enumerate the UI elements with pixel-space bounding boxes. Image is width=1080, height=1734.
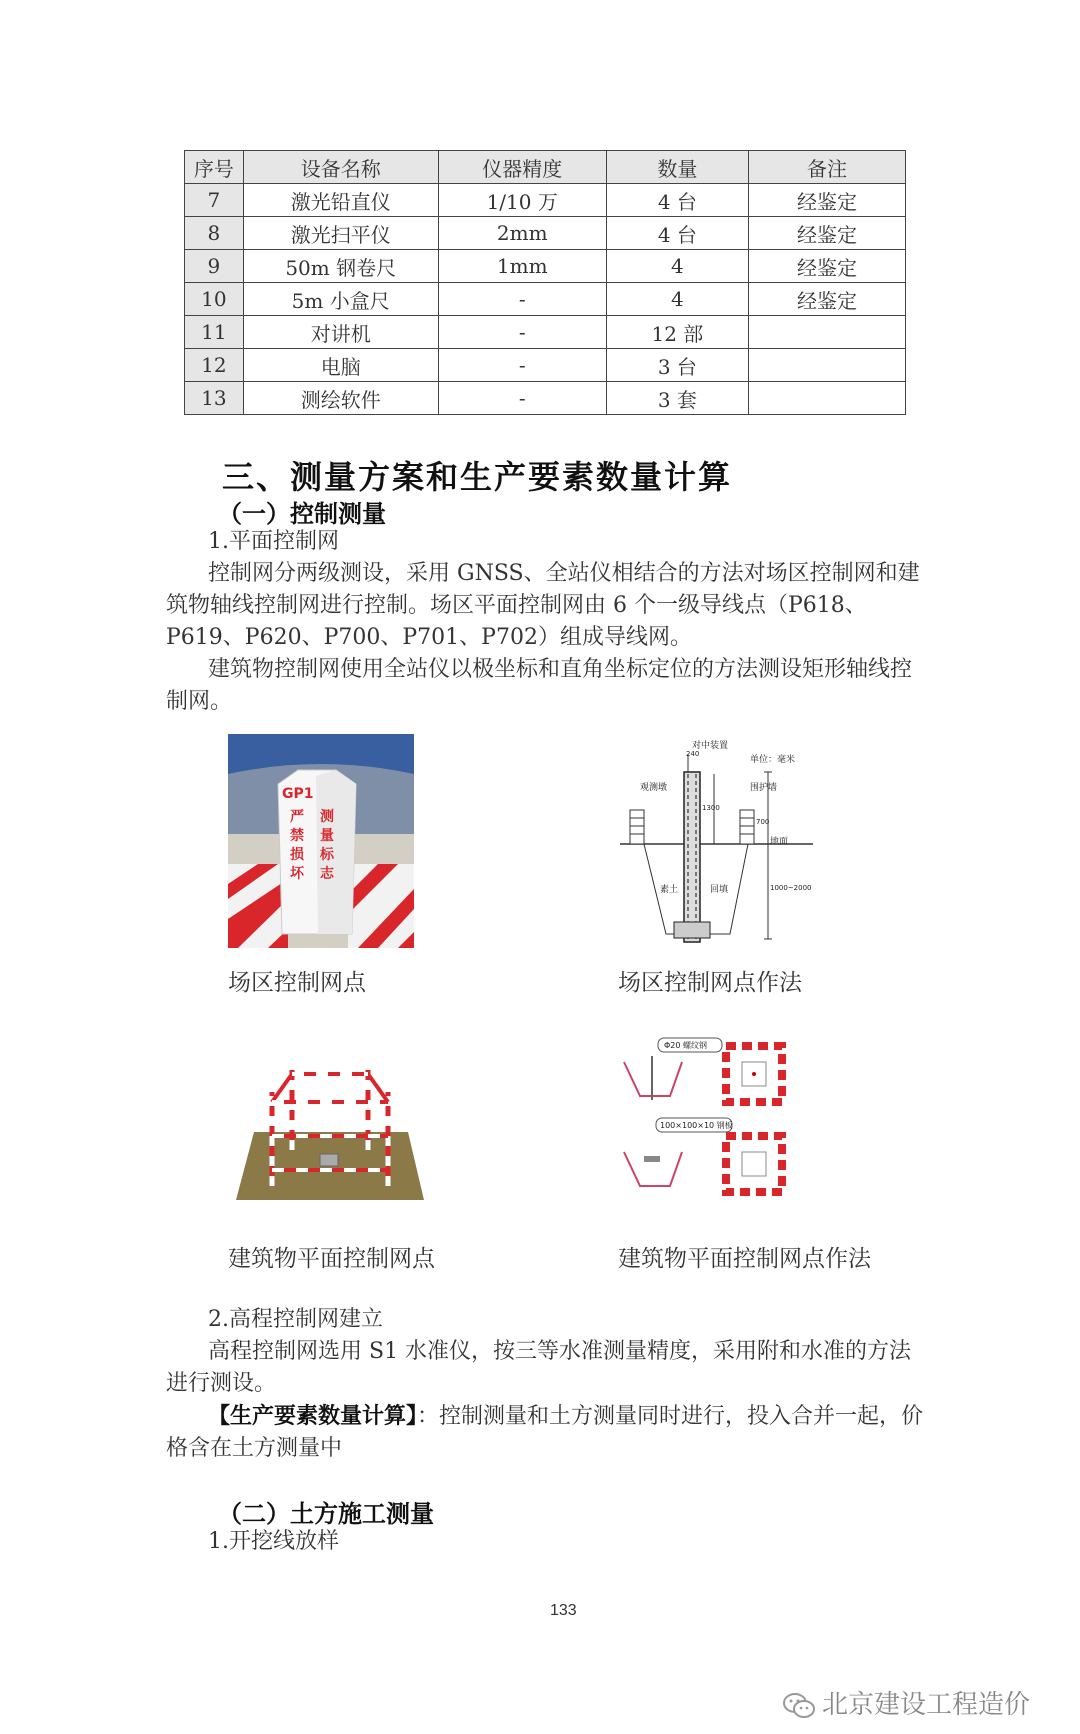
label-steel-plate: 100×100×10 钢板 [660,1121,733,1130]
table-row [185,217,906,250]
caption-building-control-point-method: 建筑物平面控制网点作法 [618,1246,871,1272]
paragraph-production-factors [166,1400,926,1465]
dimension-1000-2000: 1000~2000 [770,884,812,892]
table-cell [748,349,905,382]
table-cell [748,382,905,415]
label-plain-soil: 素土 [660,885,679,895]
header-cell: 备注 [748,151,905,184]
table-cell: 4 台 [606,217,748,250]
photo-site-control-point [228,734,414,948]
marker-label-gp1: GP1 [282,786,314,802]
table-cell: 13 [185,382,244,415]
paragraph-control-network: 控制网分两级测设，采用 GNSS、全站仪相结合的方法对场区控制网和建筑物轴线控制网进行控制。场区平面控制网由 6 个一级导线点（P618、P619、P620、P700、P701、P702）组成导线网。 [166,561,920,650]
table-cell: 11 [185,316,244,349]
table-cell: 经鉴定 [748,217,905,250]
header-cell: 设备名称 [243,151,438,184]
header-cell: 仪器精度 [438,151,606,184]
table-cell: 7 [185,184,244,217]
table-cell: 对讲机 [243,316,438,349]
item-elevation-control: 2.高程控制网建立 [208,1307,383,1332]
table-row [185,349,906,382]
table-row [185,283,906,316]
table-row [185,316,906,349]
production-factors-text: ：控制测量和土方测量同时进行，投入合并一起，价格含在土方测量中 [166,1404,924,1461]
illustration-building-control-point [232,1046,428,1208]
table-cell: 2mm [438,217,606,250]
dimension-1300: 1300 [702,804,720,812]
marker-label-survey-mark: 测量标志 [320,809,334,882]
table-cell: 电脑 [243,349,438,382]
dimension-700: 700 [756,818,770,826]
table-cell: 3 台 [606,349,748,382]
label-observation-pier: 观测墩 [640,783,668,793]
table-cell: 4 台 [606,184,748,217]
table-header-row [185,151,906,184]
wechat-icon [782,1692,816,1720]
table-cell: - [438,382,606,415]
caption-building-control-point: 建筑物平面控制网点 [228,1246,435,1272]
diagram-site-control-point-method [618,734,818,948]
item-excavation-line: 1.开挖线放样 [208,1529,339,1554]
table-cell: - [438,316,606,349]
table-cell: 经鉴定 [748,250,905,283]
label-unit-mm: 单位：毫米 [750,755,796,765]
label-centering-device: 对中装置 [692,741,729,751]
caption-site-control-point-method: 场区控制网点作法 [618,970,802,996]
equipment-table [184,150,906,415]
table-cell: 激光铅直仪 [243,184,438,217]
marker-label-do-not-damage: 严禁损坏 [290,809,304,882]
table-cell: 10 [185,283,244,316]
table-cell: 经鉴定 [748,184,905,217]
header-cell: 数量 [606,151,748,184]
table-cell: 激光扫平仪 [243,217,438,250]
table-cell: 5m 小盒尺 [243,283,438,316]
table-cell: 4 [606,283,748,316]
table-cell: 1/10 万 [438,184,606,217]
section-title: 三、测量方案和生产要素数量计算 [222,458,733,496]
diagram-building-control-point-method [618,1036,802,1206]
caption-site-control-point: 场区控制网点 [228,970,366,996]
production-factors-label: 【生产要素数量计算】 [208,1403,418,1429]
table-cell: 4 [606,250,748,283]
subsection-title-earthwork: （二）土方施工测量 [218,1499,434,1528]
watermark-text: 北京建设工程造价 [822,1690,1031,1720]
item-plane-control: 1.平面控制网 [208,529,339,554]
page-number: 133 [550,1602,577,1619]
table-cell [748,316,905,349]
table-row [185,382,906,415]
table-cell: 12 [185,349,244,382]
header-cell: 序号 [185,151,244,184]
paragraph-elevation-network: 高程控制网选用 S1 水准仪，按三等水准测量精度，采用附和水准的方法进行测设。 [166,1339,912,1396]
table-cell: - [438,349,606,382]
table-cell: 12 部 [606,316,748,349]
table-cell: 1mm [438,250,606,283]
table-cell: 8 [185,217,244,250]
label-ground: 地面 [770,837,789,847]
label-rebar: Φ20 螺纹钢 [664,1041,708,1050]
table-row [185,250,906,283]
table-cell: 经鉴定 [748,283,905,316]
table-cell: 测绘软件 [243,382,438,415]
label-backfill: 回填 [710,885,729,895]
watermark [782,1684,1030,1721]
subsection-title-control: （一）控制测量 [218,499,386,528]
dimension-240: 240 [686,750,700,758]
table-row [185,184,906,217]
label-enclosure-wall: 围护墙 [750,783,778,793]
table-cell: 9 [185,250,244,283]
table-cell: 3 套 [606,382,748,415]
table-cell: - [438,283,606,316]
paragraph-building-network: 建筑物控制网使用全站仪以极坐标和直角坐标定位的方法测设矩形轴线控制网。 [166,657,913,714]
table-cell: 50m 钢卷尺 [243,250,438,283]
